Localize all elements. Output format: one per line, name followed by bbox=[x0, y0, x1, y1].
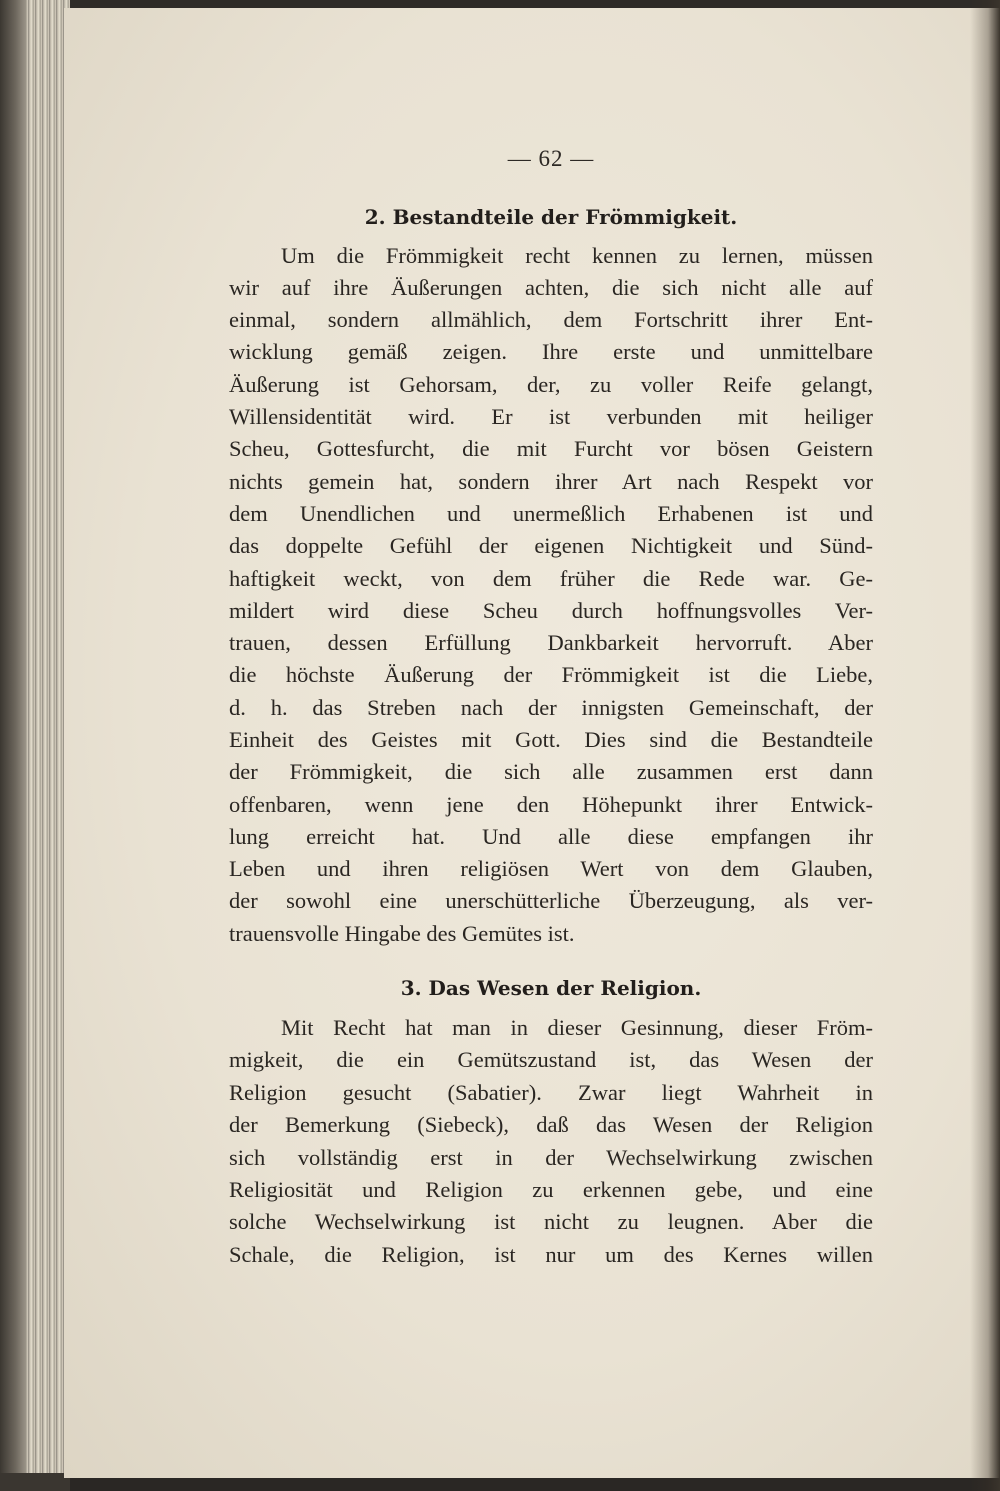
page-number: — 62 — bbox=[507, 146, 595, 171]
scan-top-border bbox=[0, 0, 1000, 8]
text-line: der Frömmigkeit, die sich alle zusammen erst dann bbox=[229, 759, 873, 784]
text-line: Leben und ihren religiösen Wert von dem Glauben, bbox=[229, 856, 873, 881]
text-line: einmal, sondern allmählich, dem Fortschritt ihrer Ent- bbox=[229, 307, 873, 332]
text-line: d. h. das Streben nach der innigsten Gemeinschaft, der bbox=[229, 695, 873, 720]
text-line: Mit Recht hat man in dieser Gesinnung, dieser Fröm- bbox=[281, 1015, 873, 1040]
section-heading: 2. Bestandteile der Frömmigkeit. bbox=[364, 205, 738, 229]
text-line: der sowohl eine unerschütterliche Überzeugung, als ver- bbox=[229, 888, 873, 913]
text-line: trauen, dessen Erfüllung Dankbarkeit hervorruft. Aber bbox=[229, 630, 873, 655]
text-line: mildert wird diese Scheu durch hoffnungsvolles Ver- bbox=[229, 598, 873, 623]
section-heading: 3. Das Wesen der Religion. bbox=[400, 976, 702, 1000]
text-line: Religion gesucht (Sabatier). Zwar liegt Wahrheit in bbox=[229, 1080, 873, 1105]
text-line: offenbaren, wenn jene den Höhepunkt ihrer Entwick- bbox=[229, 792, 873, 817]
text-line: dem Unendlichen und unermeßlich Erhabenen ist und bbox=[229, 501, 873, 526]
text-line: Schale, die Religion, ist nur um des Kernes willen bbox=[229, 1242, 873, 1267]
text-line: der Bemerkung (Siebeck), daß das Wesen der Religion bbox=[229, 1112, 873, 1137]
text-line: solche Wechselwirkung ist nicht zu leugnen. Aber die bbox=[229, 1209, 873, 1234]
text-line: haftigkeit weckt, von dem früher die Rede war. Ge- bbox=[229, 566, 873, 591]
text-line: sich vollständig erst in der Wechselwirkung zwischen bbox=[229, 1145, 873, 1170]
text-line: Einheit des Geistes mit Gott. Dies sind die Bestandteile bbox=[229, 727, 873, 752]
text-line: nichts gemein hat, sondern ihrer Art nach Respekt vor bbox=[229, 469, 873, 494]
text-line: migkeit, die ein Gemütszustand ist, das Wesen der bbox=[229, 1047, 873, 1072]
text-line: Religiosität und Religion zu erkennen gebe, und eine bbox=[229, 1177, 873, 1202]
text-line: wir auf ihre Äußerungen achten, die sich nicht alle auf bbox=[229, 275, 873, 300]
paper-page bbox=[64, 8, 1000, 1478]
text-line: das doppelte Gefühl der eigenen Nichtigkeit und Sünd- bbox=[229, 533, 873, 558]
text-line: Um die Frömmigkeit recht kennen zu lernen, müssen bbox=[281, 243, 873, 268]
text-line: Scheu, Gottesfurcht, die mit Furcht vor bösen Geistern bbox=[229, 436, 873, 461]
text-line: Äußerung ist Gehorsam, der, zu voller Reife gelangt, bbox=[229, 372, 873, 397]
page-stack-edges bbox=[0, 0, 70, 1491]
page-edge-shadow bbox=[970, 0, 1000, 1491]
text-line: Willensidentität wird. Er ist verbunden mit heiliger bbox=[229, 404, 873, 429]
text-line: lung erreicht hat. Und alle diese empfangen ihr bbox=[229, 824, 873, 849]
text-line: trauensvolle Hingabe des Gemütes ist. bbox=[229, 921, 575, 946]
text-line: die höchste Äußerung der Frömmigkeit ist die Liebe, bbox=[229, 662, 873, 687]
text-line: wicklung gemäß zeigen. Ihre erste und unmittelbare bbox=[229, 339, 873, 364]
